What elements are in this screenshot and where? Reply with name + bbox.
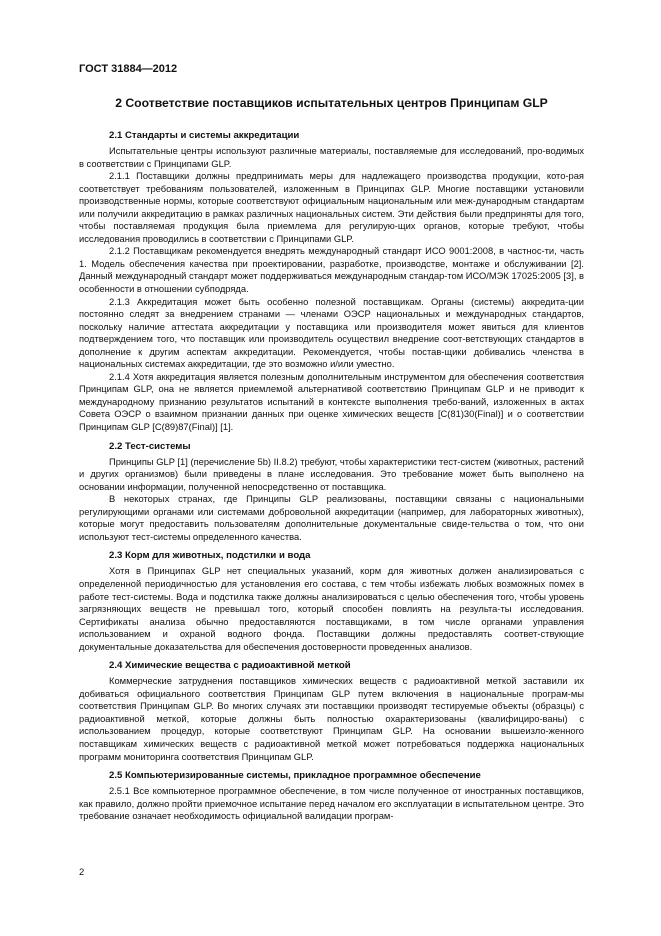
paragraph: В некоторых странах, где Принципы GLP реализованы, поставщики связаны с национальными регулирующими органами или системами добровольной аккредитации (например, для лабораторных животных), которые могут предоставить пользователям дополнительные документальные свиде-тельства о том, что они используют тест-системы определенного качества.: [79, 494, 584, 542]
section-title: 2 Соответствие поставщиков испытательных центров Принципам GLP: [115, 96, 548, 110]
paragraph-2-1-2: 2.1.2 Поставщикам рекомендуется внедрять международный стандарт ИСО 9001:2008, в частнос-ти, часть 1. Модель обеспечения качества при проектировании, разработке, производстве, монтаже и обслуживании [2]. Данный международный стандарт может поддерживаться международным стандар-том ИСО/МЭК 17025:2005 [3], в особенности в отношении субподряда.: [79, 246, 584, 295]
subsection-heading-2-2: 2.2 Тест-системы: [109, 440, 191, 452]
paragraph: Коммерческие затруднения поставщиков химических веществ с радиоактивной меткой заставили их добиваться официального соответствия Принципам GLP путем включения в национальные програм-мы соответствия Принципам GLP. Во многих случаях эти поставщики производят тестируемые объекты (образцы) с радиоактивной меткой, которые должны быть полностью охарактеризованы (квалифициро-ваны) с использованием процедур, которые соответствуют Принципам GLP. На основании вышеизло-женного поставщикам химических веществ с радиоактивной меткой может потребоваться поддержка национальных программ мониторинга соответствия Принципам GLP.: [79, 676, 584, 762]
paragraph: Принципы GLP [1] (перечисление 5b) II.8.2) требуют, чтобы характеристики тест-систем (животных, растений и других организмов) были приведены в плане исследования. Это требование может быть выполнено на основании информации, полученной непосредственно от поставщика.: [79, 456, 584, 492]
paragraph-2-1-4: 2.1.4 Хотя аккредитация является полезным дополнительным инструментом для обеспечения соответствия Принципам GLP, она не является приемлемой альтернативой соответствию Принципам GLP и не приводит к международному признанию результатов испытаний в контексте выполнения требо-ваний, изложенных в актах Совета ОЭСР о взаимном признании данных при оценке химических веществ [C(81)30(Final)] и о соответствии Принципам GLP [C(89)87(Final)] [1].: [79, 371, 584, 433]
subsection-heading-2-4: 2.4 Химические вещества с радиоактивной меткой: [109, 660, 351, 672]
document-code: ГОСТ 31884—2012: [79, 63, 178, 75]
page-number: 2: [79, 867, 85, 878]
subsection-heading-2-5: 2.5 Компьютеризированные системы, прикладное программное обеспечение: [109, 770, 481, 782]
paragraph: Хотя в Принципах GLP нет специальных указаний, корм для животных должен анализироваться с определенной периодичностью для установления его состава, с тем чтобы избежать любых возможных помех в работе тест-системы. Вода и подстилка также должны анализироваться с целью обеспечения того, чтобы уровень загрязняющих веществ не превышал того, который способен повлиять на результа-ты исследования. Сертификаты анализа обычно предоставляются поставщиками, в том числе органами управления использованием и охраной водного фонда. Поставщики должны предоставлять соответ-ствующие документальные доказательства для обеспечения достоверности проведенных анализов.: [79, 566, 584, 652]
subsection-heading-2-3: 2.3 Корм для животных, подстилки и вода: [109, 550, 311, 562]
paragraph-2-5-1: 2.5.1 Все компьютерное программное обеспечение, в том числе полученное от иностранных поставщиков, как правило, должно пройти приемочное испытание перед началом его эксплуатации в испытательном центре. Это требование означает необходимость официальной валидации програм-: [79, 786, 584, 822]
paragraph: Испытательные центры используют различные материалы, поставляемые для исследований, про-водимых в соответствии с Принципами GLP.: [79, 146, 584, 169]
paragraph-2-1-3: 2.1.3 Аккредитация может быть особенно полезной поставщикам. Органы (системы) аккредита-ции постоянно следят за внедрением странами — членами ОЭСР национальных и международных стандартов, поскольку наличие аттестата аккредитации у поставщика или производителя может явиться для клиентов подтверждением того, что поставщик или производитель осуществил внедрение соот-ветствующих стандартов в дополнение к другим аспектам аккредитации. Рекомендуется, чтобы постав-щики добивались членства в национальных системах аккредитации, где это возможно и/или уместно.: [79, 296, 584, 370]
subsection-heading-2-1: 2.1 Стандарты и системы аккредитации: [109, 130, 300, 141]
paragraph-2-1-1: 2.1.1 Поставщики должны предпринимать меры для надлежащего производства продукции, кото-рая соответствует требованиям пользователей, изложенным в Принципах GLP. Многие поставщики установили производственные нормы, которые соответствуют официальным национальным или меж-дународным стандартам или получили аккредитацию в рамках различных национальных систем. Эти действия были предприняты для того, чтобы поставляемая продукция была приемлема для регулирую-щих органов, которые требуют, чтобы исследования проводились в соответствии с Принципами GLP.: [79, 171, 584, 244]
document-body: [79, 96, 584, 823]
